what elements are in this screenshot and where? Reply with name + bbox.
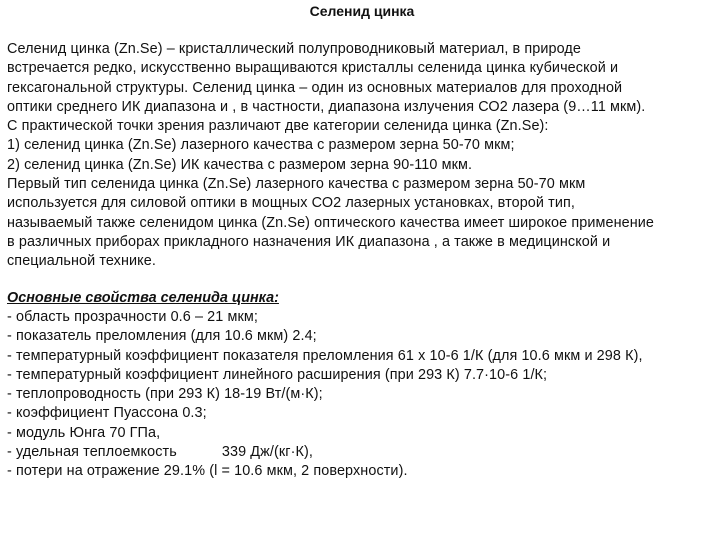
page-title: Селенид цинка xyxy=(309,3,415,19)
property-item: - теплопроводность (при 293 К) 18-19 Вт/(м·К); xyxy=(7,386,323,403)
text-line: используется для силовой оптики в мощных СО2 лазерных установках, второй тип, xyxy=(7,195,575,212)
text-line: Первый тип селенида цинка (Zn.Se) лазерного качества с размером зерна 50-70 мкм xyxy=(7,176,586,193)
text-line: С практической точки зрения различают две категории селенида цинка (Zn.Se): xyxy=(7,118,549,135)
text-line: встречается редко, искусственно выращиваются кристаллы селенида цинка кубической и xyxy=(7,60,619,77)
text-line: 1) селенид цинка (Zn.Se) лазерного качества с размером зерна 50-70 мкм; xyxy=(7,137,515,154)
intro-paragraph xyxy=(7,40,654,272)
text-line: Селенид цинка (Zn.Se) – кристаллический полупроводниковый материал, в природе xyxy=(7,41,582,57)
text-line: гексагональной структуры. Селенид цинка – один из основных материалов для проходной xyxy=(7,79,623,96)
property-item: - область прозрачности 0.6 – 21 мкм; xyxy=(7,309,258,325)
property-item: - температурный коэффициент показателя преломления 61 х 10-6 1/К (для 10.6 мкм и 298 К), xyxy=(7,347,643,364)
text-line: специальной технике. xyxy=(7,253,156,270)
text-line: называемый также селенидом цинка (Zn.Se) оптического качества имеет широкое применение xyxy=(7,214,655,231)
property-item: - показатель преломления (для 10.6 мкм) 2.4; xyxy=(7,328,317,345)
property-item: - коэффициент Пуассона 0.3; xyxy=(7,405,207,422)
property-item: - температурный коэффициент линейного расширения (при 293 К) 7.7·10-6 1/К; xyxy=(7,366,548,383)
document-page xyxy=(7,0,717,540)
text-line: оптики среднего ИК диапазона и , в частности, диапазона излучения СО2 лазера (9…11 мкм). xyxy=(7,98,646,115)
property-item: - модуль Юнга 70 ГПа, xyxy=(7,424,161,441)
text-line: 2) селенид цинка (Zn.Se) ИК качества с размером зерна 90-110 мкм. xyxy=(7,156,473,173)
property-item: - удельная теплоемкость 339 Дж/(кг·К), xyxy=(7,444,313,461)
properties-list xyxy=(7,308,643,482)
text-line: в различных приборах прикладного назначения ИК диапазона , а также в медицинской и xyxy=(7,233,611,250)
properties-heading: Основные свойства селенида цинка: xyxy=(7,290,279,306)
property-item: - потери на отражение 29.1% (l = 10.6 мкм, 2 поверхности). xyxy=(7,463,408,480)
